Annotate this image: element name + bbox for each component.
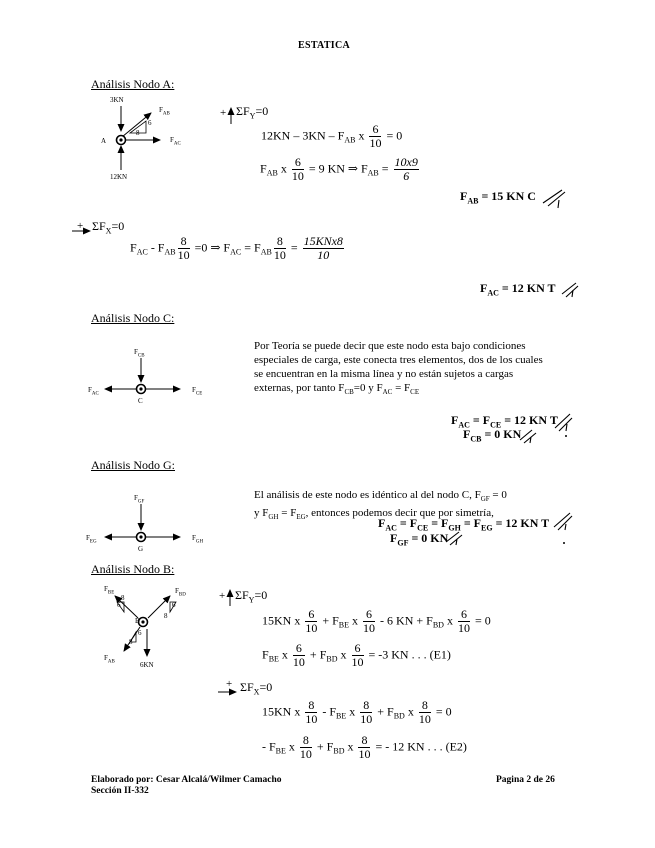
node-b-eq3: 15KN x $\frac{8}{10}$ - $F_{BE}$ x $\frac{8}{10}$ + $F_{BD}$ x $\frac{8}{10}$ = 0 — [262, 698, 452, 726]
node-b-eight-bottom: 8 — [129, 638, 133, 646]
node-g-heading: Análisis Nodo G: — [91, 458, 175, 472]
node-a-label: A — [101, 137, 107, 145]
plus-sign: + — [220, 107, 227, 119]
node-a-eq1: $12KN - 3KN - F_{AB}$ x $\frac{6}{10}$ = 0 — [261, 122, 403, 150]
node-g-result-2: $F_{GF} = 0$ KN — [390, 531, 449, 548]
node-c-fce-label: $F_{CE}$ — [192, 386, 203, 397]
node-b-sum-x: $\Sigma F_X=0$ — [240, 680, 273, 697]
node-a-eq3: $F_{AC} - F_{AB}$ $\frac{8}{10}$ =0 ⇒ $F_{AC} = F_{AB}$ $\frac{8}{10}$ = $\frac{\text{15KNx8}}{10}$ — [130, 234, 343, 262]
node-g-result-1: $F_{AC} = F_{CE} = F_{GH} = F_{EG} = 12$ KN T — [378, 516, 550, 533]
node-b-eq1: 15KN x $\frac{6}{10}$ + $F_{BE}$ x $\frac{6}{10}$ - 6 KN + $F_{BD}$ x $\frac{6}{10}$ = 0 — [262, 607, 491, 635]
node-a-six-label: 6 — [148, 119, 152, 127]
footer-section: Sección II-332 — [91, 786, 149, 796]
page-title: ESTATICA — [298, 40, 351, 51]
node-g-feg-label: $F_{EG}$ — [86, 534, 97, 545]
node-g-fgf-label: $F_{GF}$ — [134, 494, 145, 505]
node-a-eq2: $F_{AB}$ x $\frac{6}{10}$ = 9 KN ⇒ $F_{AB}$ = $\frac{10x9}{6}$ — [260, 155, 418, 183]
node-b-eight-right: 8 — [164, 612, 168, 620]
node-a-fab-label: $F_{AB}$ — [159, 106, 170, 117]
node-c-diagram — [105, 358, 180, 394]
node-a-result-fac: $F_{AC} = 12$ KN T — [480, 281, 556, 298]
node-b-heading: Análisis Nodo B: — [91, 562, 175, 576]
node-a-eight-label: 8 — [136, 129, 140, 137]
node-a-fac-label: $F_{AC}$ — [170, 136, 181, 147]
node-b-diagram — [115, 596, 176, 656]
footer-author: Elaborado por: Cesar Alcalá/Wilmer Camacho — [91, 775, 282, 785]
node-b-fbe-label: $F_{BE}$ — [104, 585, 115, 596]
node-b-eq4: - $F_{BE}$ x $\frac{8}{10}$ + $F_{BD}$ x $\frac{8}{10}$ = - 12 KN . . . (E2) — [262, 733, 467, 761]
node-b-six-bottom: 6 — [138, 629, 142, 637]
plus-sign-x: + — [77, 220, 84, 232]
node-a-sum-y: $\Sigma F_Y=0$ — [236, 104, 269, 121]
node-c-fcb-label: $F_{CB}$ — [134, 348, 145, 359]
node-a-heading: Análisis Nodo A: — [91, 77, 175, 91]
node-c-paragraph: Por Teoría se puede decir que este nodo esta bajo condiciones especiales de carga, este conecta tres elementos, dos de los cuales se encuentran en la misma línea y no están sujetos a cargas externas, por tanto $F_{CB}=0$ y $F_{AC} = F_{CE}$ — [254, 340, 543, 397]
node-b-eq2: $F_{BE}$ x $\frac{6}{10}$ + $F_{BD}$ x $\frac{6}{10}$ = -3 KN . . . (E1) — [262, 641, 451, 669]
node-g-diagram — [105, 504, 180, 542]
node-a-sum-x: $\Sigma F_X=0$ — [92, 219, 125, 236]
node-c-fac-label: $F_{AC}$ — [88, 386, 99, 397]
node-b-six-right: 6 — [172, 601, 176, 609]
node-a-result-fab: $F_{AB} = 15$ KN C — [460, 189, 536, 206]
node-c-result-1: $F_{AC} = F_{CE} = 12$ KN T — [451, 413, 558, 430]
node-g-paragraph: El análisis de este nodo es idéntico al del nodo C, $F_{GF} = 0$ y $F_{GH} = F_{EG}$, entonces podemos decir que por simetría, — [254, 489, 507, 522]
node-c-heading: Análisis Nodo C: — [91, 311, 175, 325]
plus-sign-b: + — [219, 590, 226, 602]
node-g-label: G — [138, 545, 144, 553]
node-b-six-left: 6 — [117, 601, 121, 609]
node-c-label: C — [138, 397, 143, 405]
node-b-fab-label: $F_{AB}$ — [104, 654, 115, 665]
node-c-result-2: $F_{CB} = 0$ KN — [463, 427, 522, 444]
node-b-label: B — [135, 617, 140, 625]
node-b-sum-y: $\Sigma F_Y=0$ — [235, 588, 268, 605]
node-a-diagram — [117, 106, 161, 170]
node-b-eight-left: 8 — [121, 594, 125, 602]
node-a-reaction-label: 12KN — [110, 173, 128, 181]
node-g-fgh-label: $F_{GH}$ — [192, 534, 204, 545]
node-b-fbd-label: $F_{BD}$ — [175, 587, 186, 598]
node-a-load-label: 3KN — [110, 96, 124, 104]
node-b-load-label: 6KN — [140, 661, 154, 669]
footer-page-number: Pagina 2 de 26 — [496, 775, 555, 785]
plus-sign-bx: + — [226, 678, 233, 690]
